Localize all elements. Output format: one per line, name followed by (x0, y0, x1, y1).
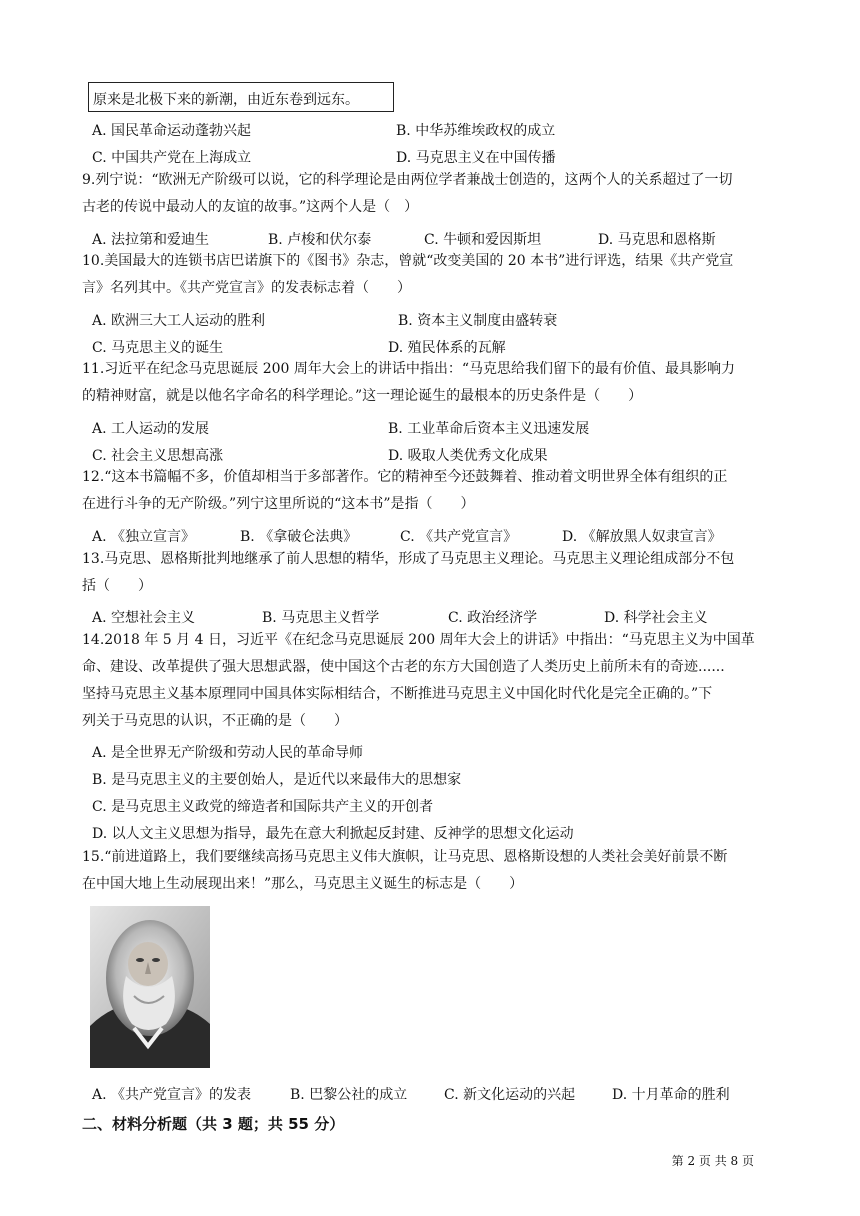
q13-option-a: A. 空想社会主义 (92, 610, 196, 626)
q9-option-d: D. 马克思和恩格斯 (598, 232, 716, 248)
q15-option-c: C. 新文化运动的兴起 (444, 1087, 576, 1103)
q15-option-a: A. 《共产党宣言》的发表 (92, 1087, 252, 1103)
q9-option-a: A. 法拉第和爱迪生 (92, 232, 210, 248)
q10-option-b: B. 资本主义制度由盛转衰 (398, 313, 558, 329)
q14-option-c: C. 是马克思主义政党的缔造者和国际共产主义的开创者 (92, 799, 434, 815)
q14-line-1: 14.2018 年 5 月 4 日，习近平《在纪念马克思诞辰 200 周年大会上的讲话》中指出：“马克思主义为中国革 (82, 632, 755, 648)
q12-option-b: B. 《拿破仑法典》 (240, 529, 358, 545)
q8-option-b: B. 中华苏维埃政权的成立 (396, 123, 556, 139)
q11-option-a: A. 工人运动的发展 (92, 421, 210, 437)
q14-line-4: 列关于马克思的认识，不正确的是（ ） (82, 713, 348, 729)
q8-option-d: D. 马克思主义在中国传播 (396, 150, 556, 166)
page-number: 第 2 页 共 8 页 (671, 1154, 754, 1168)
q12-option-c: C. 《共产党宣言》 (400, 529, 518, 545)
q9-line-2: 古老的传说中最动人的友谊的故事。”这两个人是（ ） (82, 199, 419, 215)
q11-line-2: 的精神财富，就是以他名字命名的科学理论。”这一理论诞生的最根本的历史条件是（ ） (82, 388, 643, 404)
q15-option-b: B. 巴黎公社的成立 (290, 1087, 408, 1103)
q10-line-1: 10.美国最大的连锁书店巴诺旗下的《图书》杂志，曾就“改变美国的 20 本书”进行评选，结果《共产党宣 (82, 253, 734, 269)
q14-option-d: D. 以人文主义思想为指导，最先在意大利掀起反封建、反神学的思想文化运动 (92, 826, 574, 842)
marx-portrait-image (90, 906, 210, 1068)
q8-option-a: A. 国民革命运动蓬勃兴起 (92, 123, 252, 139)
q8-option-c: C. 中国共产党在上海成立 (92, 150, 252, 166)
q12-line-2: 在进行斗争的无产阶级。”列宁这里所说的“这本书”是指（ ） (82, 496, 475, 512)
q12-line-1: 12.“这本书篇幅不多，价值却相当于多部著作。它的精神至今还鼓舞着、推动着文明世界全体有组织的正 (82, 469, 728, 485)
q14-option-a: A. 是全世界无产阶级和劳动人民的革命导师 (92, 745, 364, 761)
q9-option-c: C. 牛顿和爱因斯坦 (424, 232, 542, 248)
q10-option-a: A. 欧洲三大工人运动的胜利 (92, 313, 266, 329)
q15-line-1: 15.“前进道路上，我们要继续高扬马克思主义伟大旗帜，让马克思、恩格斯设想的人类社会美好前景不断 (82, 849, 728, 865)
q13-line-1: 13.马克思、恩格斯批判地继承了前人思想的精华，形成了马克思主义理论。马克思主义理论组成部分不包 (82, 551, 735, 567)
q11-line-1: 11.习近平在纪念马克思诞辰 200 周年大会上的讲话中指出：“马克思给我们留下的最有价值、最具影响力 (82, 361, 736, 377)
q15-line-2: 在中国大地上生动展现出来！”那么，马克思主义诞生的标志是（ ） (82, 876, 524, 892)
q14-option-b: B. 是马克思主义的主要创始人，是近代以来最伟大的思想家 (92, 772, 462, 788)
q11-option-c: C. 社会主义思想高涨 (92, 448, 224, 464)
q13-line-2: 括（ ） (82, 578, 152, 594)
q10-option-c: C. 马克思主义的诞生 (92, 340, 224, 356)
q13-option-b: B. 马克思主义哲学 (262, 610, 380, 626)
q14-line-2: 命、建设、改革提供了强大思想武器，使中国这个古老的东方大国创造了人类历史上前所未有的奇迹...... (82, 659, 725, 675)
q10-option-d: D. 殖民体系的瓦解 (388, 340, 506, 356)
q15-option-d: D. 十月革命的胜利 (612, 1087, 730, 1103)
quote-box: 原来是北极下来的新潮，由近东卷到远东。 (88, 82, 394, 112)
q11-option-b: B. 工业革命后资本主义迅速发展 (388, 421, 590, 437)
q9-option-b: B. 卢梭和伏尔泰 (268, 232, 372, 248)
q11-option-d: D. 吸取人类优秀文化成果 (388, 448, 548, 464)
q14-line-3: 坚持马克思主义基本原理同中国具体实际相结合，不断推进马克思主义中国化时代化是完全正确的。”下 (82, 686, 713, 702)
section-title: 二、材料分析题（共 3 题；共 55 分） (82, 1115, 345, 1133)
q13-option-d: D. 科学社会主义 (604, 610, 708, 626)
q10-line-2: 言》名列其中。《共产党宣言》的发表标志着（ ） (82, 280, 411, 296)
q12-option-a: A. 《独立宣言》 (92, 529, 196, 545)
q9-line-1: 9.列宁说：“欧洲无产阶级可以说，它的科学理论是由两位学者兼战士创造的，这两个人的关系超过了一切 (82, 172, 733, 188)
q13-option-c: C. 政治经济学 (448, 610, 538, 626)
q12-option-d: D. 《解放黑人奴隶宣言》 (562, 529, 722, 545)
